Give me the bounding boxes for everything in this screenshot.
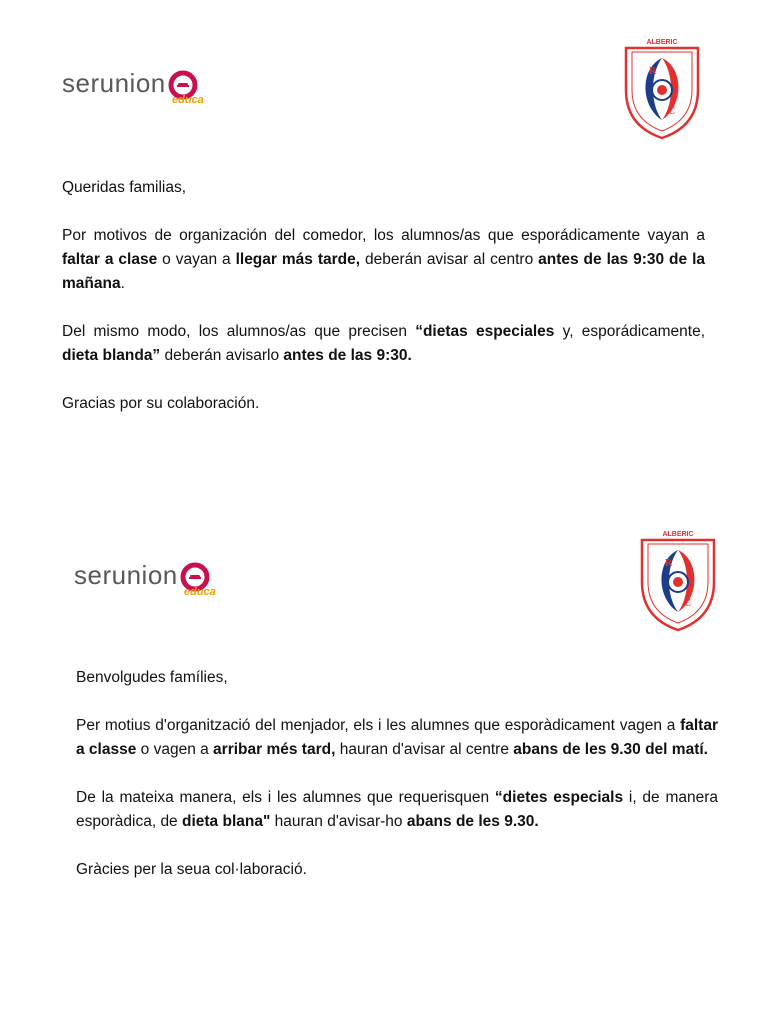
letter-valencian bbox=[0, 512, 768, 1024]
serunion-educa-logo bbox=[62, 68, 204, 106]
svg-text:R: R bbox=[649, 66, 657, 77]
paragraph-1: Per motius d'organització del menjador, els i les alumnes que esporàdicament vagen a faltar a classe o vagen a arribar més tard, hauran d'avisar al centre abans de les 9.30 del matí. bbox=[76, 717, 718, 758]
serunion-educa-logo bbox=[74, 560, 216, 598]
serunion-wordmark: serunion bbox=[74, 560, 178, 590]
svg-text:C: C bbox=[668, 106, 676, 117]
crest-top-text: ALBERIC bbox=[662, 531, 694, 538]
greeting: Benvolgudes famílies, bbox=[76, 669, 228, 686]
closing: Gràcies per la seua col·laboració. bbox=[76, 861, 307, 878]
svg-text:C: C bbox=[684, 598, 692, 609]
serunion-wordmark: serunion bbox=[62, 68, 166, 98]
paragraph-2: Del mismo modo, los alumnos/as que precisen “dietas especiales y, esporádicamente, dieta blanda” deberán avisarlo antes de las 9:30. bbox=[62, 323, 706, 364]
letter-body-ca bbox=[76, 666, 718, 906]
paragraph-1: Por motivos de organización del comedor, los alumnos/as que esporádicamente vayan a faltar a clase o vayan a llegar más tarde, deberán avisar al centro antes de las 9:30 de la mañana. bbox=[62, 227, 705, 292]
crest-ring-text bbox=[628, 642, 640, 643]
school-crest-icon bbox=[628, 526, 728, 634]
svg-text:R: R bbox=[665, 558, 673, 569]
greeting: Queridas familias, bbox=[62, 179, 187, 196]
educa-subtitle: educa bbox=[184, 586, 216, 598]
closing: Gracias por su colaboración. bbox=[62, 395, 260, 412]
paragraph-2: De la mateixa manera, els i les alumnes que requerisquen “dietes especials i, de manera esporàdica, de dieta blana" hauran d'avisar-ho abans de les 9.30. bbox=[76, 789, 718, 830]
crest-ring-text bbox=[612, 150, 624, 151]
letter-body-es bbox=[62, 176, 705, 440]
school-crest-icon bbox=[612, 34, 712, 142]
crest-top-text: ALBERIC bbox=[646, 39, 678, 46]
educa-subtitle: educa bbox=[172, 94, 204, 106]
